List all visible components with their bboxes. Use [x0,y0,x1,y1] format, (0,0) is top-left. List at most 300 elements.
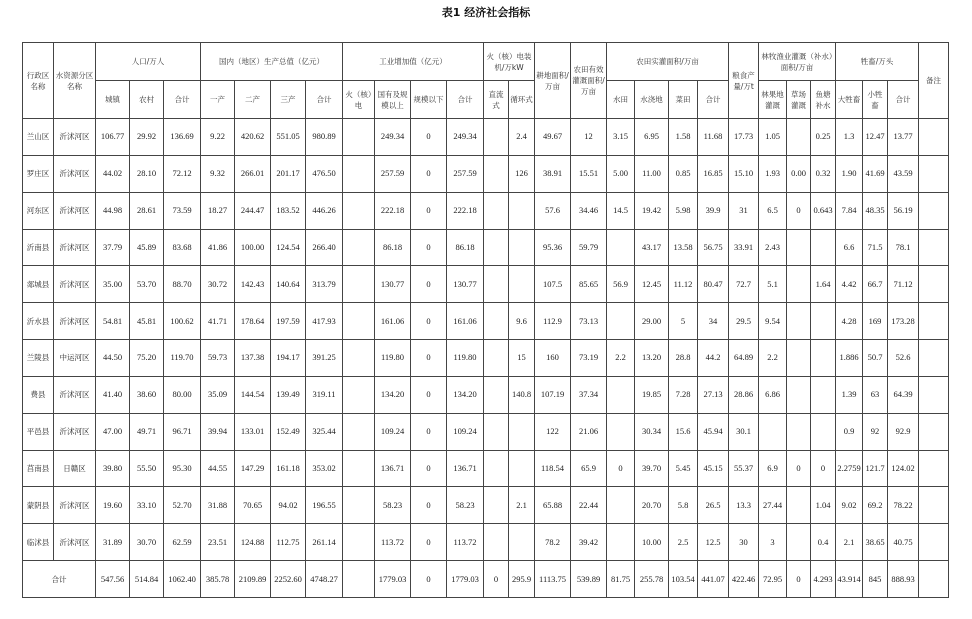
subheader-large: 国有及规模以上 [375,81,411,119]
table-cell: 1.93 [759,155,787,192]
table-cell: 420.62 [235,119,271,156]
table-cell: 92 [863,413,888,450]
table-cell: 88.70 [164,266,201,303]
table-cell: 353.02 [306,450,343,487]
header-population: 人口/万人 [96,43,201,81]
table-cell: 39.70 [635,450,669,487]
table-cell: 50.7 [863,340,888,377]
table-cell: 44.55 [201,450,235,487]
table-cell: 13.77 [888,119,919,156]
cell-zone-name: 沂沭河区 [54,413,96,450]
table-cell: 249.34 [447,119,484,156]
table-cell: 0.25 [811,119,836,156]
header-admin-name: 行政区名称 [23,43,54,119]
table-cell: 0 [811,450,836,487]
subheader-rural: 农村 [130,81,164,119]
table-cell: 57.6 [535,192,571,229]
table-cell: 1.886 [836,340,863,377]
table-cell: 23.51 [201,524,235,561]
subheader-fishpond: 鱼塘补水 [811,81,836,119]
table-cell: 134.20 [375,376,411,413]
table-row [23,450,949,487]
table-cell [509,524,535,561]
table-cell: 122 [535,413,571,450]
table-cell: 35.00 [96,266,130,303]
table-cell: 134.20 [447,376,484,413]
table-cell [919,340,949,377]
table-cell [484,524,509,561]
total-cell: 103.54 [669,561,698,598]
table-cell: 54.81 [96,303,130,340]
table-cell: 15.10 [729,155,759,192]
total-cell [343,561,375,598]
table-cell: 44.02 [96,155,130,192]
table-cell: 266.01 [235,155,271,192]
table-cell: 0 [411,376,447,413]
table-cell: 28.8 [669,340,698,377]
table-cell: 391.25 [306,340,343,377]
table-cell: 65.88 [535,487,571,524]
subheader-secondary: 二产 [235,81,271,119]
header-remarks: 备注 [919,43,949,119]
table-row [23,229,949,266]
table-cell: 257.59 [375,155,411,192]
table-cell: 30.70 [130,524,164,561]
table-row [23,487,949,524]
table-cell: 5.45 [669,450,698,487]
table-cell: 64.89 [729,340,759,377]
total-cell: 1779.03 [375,561,411,598]
table-cell: 71.5 [863,229,888,266]
table-cell: 183.52 [271,192,306,229]
table-cell: 133.01 [235,413,271,450]
table-cell: 140.64 [271,266,306,303]
cell-admin-name: 兰陵县 [23,340,54,377]
total-cell: 385.78 [201,561,235,598]
table-cell: 39.94 [201,413,235,450]
table-row [23,303,949,340]
table-cell [787,524,811,561]
table-cell: 1.3 [836,119,863,156]
table-cell: 196.55 [306,487,343,524]
table-cell: 72.7 [729,266,759,303]
table-cell: 59.73 [201,340,235,377]
subheader-orchard: 林果地灌溉 [759,81,787,119]
table-cell: 30 [729,524,759,561]
table-cell: 86.18 [375,229,411,266]
table-cell [484,340,509,377]
table-cell: 47.00 [96,413,130,450]
table-cell: 12 [571,119,607,156]
table-cell: 33.10 [130,487,164,524]
table-cell: 13.20 [635,340,669,377]
table-cell: 2.1 [836,524,863,561]
total-cell: 4.293 [811,561,836,598]
cell-admin-name: 蒙阴县 [23,487,54,524]
subheader-small-livestock: 小牲畜 [863,81,888,119]
table-cell: 119.80 [447,340,484,377]
table-cell [787,303,811,340]
table-cell: 30.34 [635,413,669,450]
cell-zone-name: 中运河区 [54,340,96,377]
table-cell [343,192,375,229]
table-cell: 78.22 [888,487,919,524]
table-cell: 16.85 [698,155,729,192]
table-cell [343,155,375,192]
subheader-gdp-total: 合计 [306,81,343,119]
table-cell: 29.92 [130,119,164,156]
table-cell: 27.44 [759,487,787,524]
table-cell: 20.70 [635,487,669,524]
cell-zone-name: 沂沭河区 [54,303,96,340]
table-cell: 476.50 [306,155,343,192]
table-cell: 28.61 [130,192,164,229]
cell-zone-name: 沂沭河区 [54,155,96,192]
table-cell [484,376,509,413]
table-cell: 52.6 [888,340,919,377]
table-cell [343,303,375,340]
table-cell: 37.34 [571,376,607,413]
table-cell: 113.72 [375,524,411,561]
total-cell: 514.84 [130,561,164,598]
header-industry: 工业增加值（亿元） [343,43,484,81]
subheader-tertiary: 三产 [271,81,306,119]
table-cell: 28.86 [729,376,759,413]
total-cell: 0 [484,561,509,598]
table-cell: 63 [863,376,888,413]
table-cell: 30.1 [729,413,759,450]
total-cell: 422.46 [729,561,759,598]
table-cell: 161.06 [447,303,484,340]
table-cell: 9.32 [201,155,235,192]
table-cell [484,487,509,524]
table-cell [607,376,635,413]
table-cell: 4.42 [836,266,863,303]
table-cell [811,303,836,340]
table-cell: 41.86 [201,229,235,266]
total-cell [919,561,949,598]
header-farmland: 耕地面积/万亩 [535,43,571,119]
total-cell: 81.75 [607,561,635,598]
header-effective-irrigation: 农田有效灌溉面积/万亩 [571,43,607,119]
table-cell: 70.65 [235,487,271,524]
total-cell: 1113.75 [535,561,571,598]
table-cell: 49.67 [535,119,571,156]
total-cell: 295.9 [509,561,535,598]
table-cell: 80.47 [698,266,729,303]
table-cell: 29.5 [729,303,759,340]
table-cell: 21.06 [571,413,607,450]
table-cell: 551.05 [271,119,306,156]
table-cell [343,487,375,524]
table-cell: 31.88 [201,487,235,524]
cell-admin-name: 沂南县 [23,229,54,266]
table-cell: 0 [411,155,447,192]
table-cell: 31.89 [96,524,130,561]
table-cell: 0.9 [836,413,863,450]
table-cell: 13.3 [729,487,759,524]
total-cell: 1779.03 [447,561,484,598]
table-cell: 28.10 [130,155,164,192]
table-cell: 0 [787,192,811,229]
table-cell [343,376,375,413]
table-cell: 92.9 [888,413,919,450]
table-cell: 33.91 [729,229,759,266]
table-cell: 140.8 [509,376,535,413]
subheader-small: 规模以下 [411,81,447,119]
table-cell [919,376,949,413]
table-cell: 222.18 [375,192,411,229]
table-cell: 0 [411,340,447,377]
table-cell: 197.59 [271,303,306,340]
table-cell: 55.37 [729,450,759,487]
cell-admin-name: 河东区 [23,192,54,229]
table-cell: 18.27 [201,192,235,229]
table-cell [787,119,811,156]
table-cell [509,192,535,229]
table-title: 表1 经济社会指标 [441,6,531,19]
table-cell [787,266,811,303]
table-row [23,376,949,413]
subheader-circulating: 循环式 [509,81,535,119]
table-cell: 83.68 [164,229,201,266]
table-cell: 130.77 [375,266,411,303]
table-cell: 55.50 [130,450,164,487]
table-cell [919,229,949,266]
table-cell: 0 [411,266,447,303]
cell-zone-name: 沂沭河区 [54,119,96,156]
table-cell: 53.70 [130,266,164,303]
table-cell: 325.44 [306,413,343,450]
table-cell: 30.72 [201,266,235,303]
table-cell: 9.6 [509,303,535,340]
table-cell: 7.84 [836,192,863,229]
table-cell: 45.94 [698,413,729,450]
table-cell: 249.34 [375,119,411,156]
table-cell [484,229,509,266]
table-cell: 59.79 [571,229,607,266]
table-cell: 112.9 [535,303,571,340]
table-cell: 9.02 [836,487,863,524]
table-cell [509,450,535,487]
table-cell: 319.11 [306,376,343,413]
table-row [23,266,949,303]
table-cell: 417.93 [306,303,343,340]
subheader-thermal: 火（核）电 [343,81,375,119]
table-cell: 0.32 [811,155,836,192]
table-cell: 0 [411,487,447,524]
table-cell: 31 [729,192,759,229]
table-cell: 56.9 [607,266,635,303]
table-cell: 124.88 [235,524,271,561]
table-cell: 0 [411,303,447,340]
table-cell: 119.80 [375,340,411,377]
table-cell: 1.05 [759,119,787,156]
table-cell: 39.9 [698,192,729,229]
table-cell: 4.28 [836,303,863,340]
table-cell: 41.40 [96,376,130,413]
table-cell: 1.90 [836,155,863,192]
table-cell: 2.4 [509,119,535,156]
table-cell: 222.18 [447,192,484,229]
table-cell: 7.28 [669,376,698,413]
table-cell: 124.02 [888,450,919,487]
total-cell: 0 [411,561,447,598]
total-cell: 845 [863,561,888,598]
table-cell: 49.71 [130,413,164,450]
subheader-direct: 直流式 [484,81,509,119]
table-cell: 0.4 [811,524,836,561]
total-row [23,561,949,598]
table-cell [919,303,949,340]
subheader-large-livestock: 大牲畜 [836,81,863,119]
table-cell: 100.00 [235,229,271,266]
table-cell: 35.09 [201,376,235,413]
table-cell: 1.39 [836,376,863,413]
table-cell: 5.1 [759,266,787,303]
table-cell: 38.91 [535,155,571,192]
total-cell: 441.07 [698,561,729,598]
table-cell [787,340,811,377]
subheader-irr-total: 合计 [698,81,729,119]
table-cell: 0 [411,413,447,450]
table-cell: 130.77 [447,266,484,303]
table-cell [811,229,836,266]
table-cell: 73.19 [571,340,607,377]
table-cell: 45.81 [130,303,164,340]
cell-admin-name: 沂水县 [23,303,54,340]
table-cell: 142.43 [235,266,271,303]
table-cell: 44.2 [698,340,729,377]
table-cell: 0 [411,450,447,487]
cell-zone-name: 沂沭河区 [54,229,96,266]
table-cell: 112.75 [271,524,306,561]
table-cell: 446.26 [306,192,343,229]
table-cell: 12.47 [863,119,888,156]
table-cell [919,155,949,192]
table-cell: 66.7 [863,266,888,303]
table-cell: 44.50 [96,340,130,377]
table-row [23,524,949,561]
table-cell: 45.15 [698,450,729,487]
table-cell [919,413,949,450]
cell-zone-name: 日赣区 [54,450,96,487]
table-cell: 106.77 [96,119,130,156]
header-gdp: 国内（地区）生产总值（亿元） [201,43,343,81]
header-forestry: 林牧渔业灌溉（补水）面积/万亩 [759,43,836,81]
cell-zone-name: 沂沭河区 [54,266,96,303]
table-cell [343,229,375,266]
table-cell [484,450,509,487]
table-cell: 107.5 [535,266,571,303]
table-cell: 43.17 [635,229,669,266]
cell-zone-name: 沂沭河区 [54,376,96,413]
table-cell: 2.2 [607,340,635,377]
table-cell: 169 [863,303,888,340]
table-cell: 6.95 [635,119,669,156]
table-cell: 73.13 [571,303,607,340]
header-actual-irrigation: 农田实灌面积/万亩 [607,43,729,81]
table-cell: 201.17 [271,155,306,192]
table-cell: 147.29 [235,450,271,487]
table-cell [759,413,787,450]
table-cell: 15.6 [669,413,698,450]
table-cell [919,119,949,156]
table-row [23,192,949,229]
subheader-vegetable: 菜田 [669,81,698,119]
table-cell: 161.06 [375,303,411,340]
table-cell: 124.54 [271,229,306,266]
table-cell: 95.30 [164,450,201,487]
table-cell [509,229,535,266]
table-cell: 0 [411,229,447,266]
table-cell: 3.15 [607,119,635,156]
cell-admin-name: 罗庄区 [23,155,54,192]
table-cell: 11.12 [669,266,698,303]
table-cell: 11.68 [698,119,729,156]
table-cell: 109.24 [375,413,411,450]
table-cell: 26.5 [698,487,729,524]
table-cell: 40.75 [888,524,919,561]
table-cell [787,487,811,524]
table-cell [343,340,375,377]
table-cell: 85.65 [571,266,607,303]
total-cell: 1062.40 [164,561,201,598]
table-cell: 2.1 [509,487,535,524]
table-cell: 29.00 [635,303,669,340]
table-cell: 73.59 [164,192,201,229]
table-cell: 261.14 [306,524,343,561]
header-power: 火（核）电装机/万kW [484,43,535,81]
table-cell: 22.44 [571,487,607,524]
table-cell: 48.35 [863,192,888,229]
table-cell: 64.39 [888,376,919,413]
table-cell: 52.70 [164,487,201,524]
cell-admin-name: 临沭县 [23,524,54,561]
table-cell: 19.85 [635,376,669,413]
header-zone-name: 水资源分区名称 [54,43,96,119]
table-cell: 137.38 [235,340,271,377]
total-cell: 2252.60 [271,561,306,598]
table-cell: 0 [411,119,447,156]
table-cell: 19.60 [96,487,130,524]
cell-admin-name: 费县 [23,376,54,413]
table-cell: 96.71 [164,413,201,450]
table-cell: 9.54 [759,303,787,340]
table-cell: 126 [509,155,535,192]
table-cell [343,524,375,561]
total-cell: 888.93 [888,561,919,598]
header-livestock: 牲畜/万头 [836,43,919,81]
table-cell: 80.00 [164,376,201,413]
table-cell: 95.36 [535,229,571,266]
table-cell: 980.89 [306,119,343,156]
table-cell: 12.45 [635,266,669,303]
table-cell: 5.98 [669,192,698,229]
table-cell: 41.69 [863,155,888,192]
table-cell: 136.71 [447,450,484,487]
table-cell [484,266,509,303]
table-cell: 19.42 [635,192,669,229]
table-cell [919,450,949,487]
table-cell [811,413,836,450]
table-cell: 10.00 [635,524,669,561]
total-label: 合计 [23,561,96,598]
table-cell [343,266,375,303]
table-cell: 139.49 [271,376,306,413]
table-cell: 121.7 [863,450,888,487]
table-cell [484,413,509,450]
